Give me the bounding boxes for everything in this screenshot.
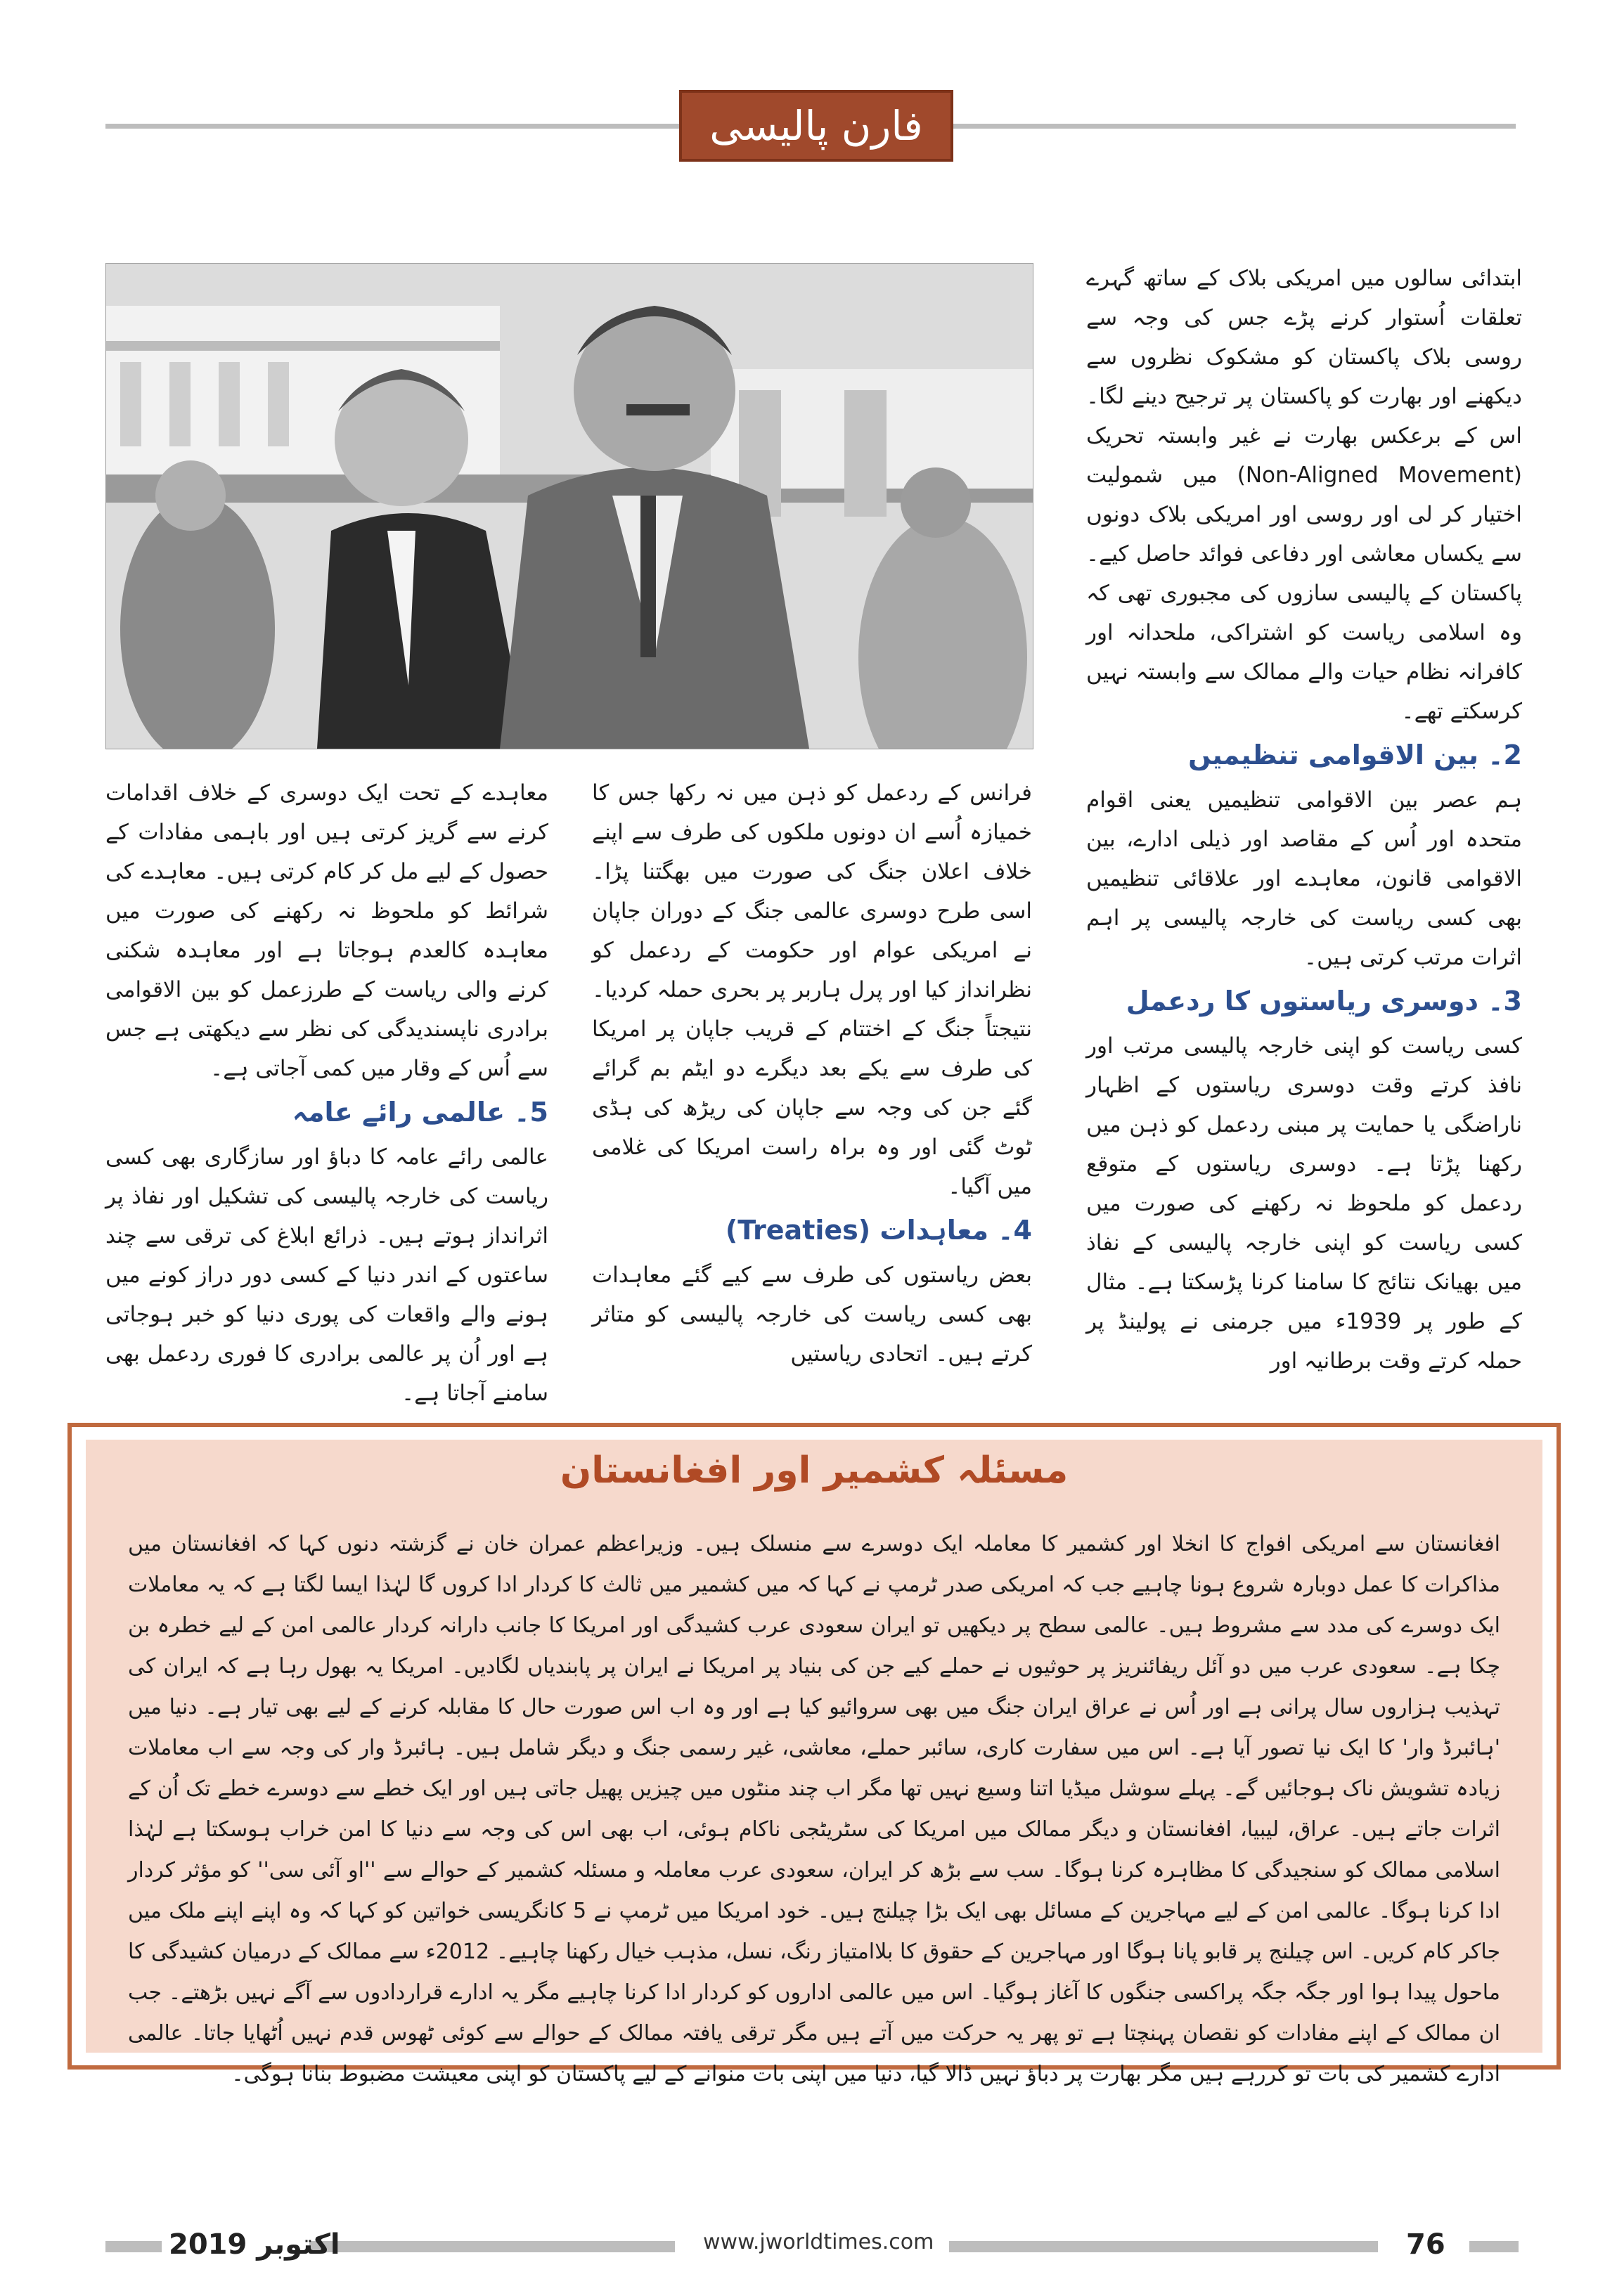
right-intro-paragraph: ابتدائی سالوں میں امریکی بلاک کے ساتھ گہرے تعلقات اُستوار کرنے پڑے جس کی وجہ سے روسی بلاک پاکستان کو مشکوک نظروں سے دیکھنے اور بھارت کو پاکستان پر ترجیح دینے لگا۔ اس کے برعکس بھارت نے غیر وابستہ تحریک (Non-Aligned Movement) میں شمولیت اختیار کر لی اور روسی اور امریکی بلاک دونوں سے یکساں معاشی اور دفاعی فوائد حاصل کیے۔ پاکستان کے پالیسی سازوں کی مجبوری تھی کہ وہ اسلامی ریاست کو اشتراکی، ملحدانہ اور کافرانہ نظام حیات والے ممالک سے وابستہ نہیں کرسکتے تھے۔ <box>1086 266 1523 724</box>
section-title: فارن پالیسی <box>679 90 953 162</box>
footer-bar-edge-left <box>105 2241 162 2252</box>
left-paragraph-2: عالمی رائے عامہ کا دباؤ اور سازگاری بھی کسی ریاست کی خارجہ پالیسی کی تشکیل اور نفاذ پر اثرانداز ہوتے ہیں۔ ذرائع ابلاغ کی ترقی سے چند ساعتوں کے اندر دنیا کے کسی دور دراز کونے میں ہونے والے واقعات کی پوری دنیا کو خبر ہوجاتی ہے اور اُن پر عالمی برادری کا فوری ردعمل بھی سامنے آجاتا ہے۔ <box>105 1144 548 1406</box>
middle-paragraph-2: بعض ریاستوں کی طرف سے کیے گئے معاہدات بھی کسی ریاست کی خارجہ پالیسی کو متاثر کرتے ہیں۔ اتحادی ریاستیں <box>592 1263 1032 1367</box>
header-rule-right <box>953 124 1516 129</box>
heading-treaties: 4۔ معاہدات (Treaties) <box>725 1215 1032 1246</box>
footer-bar-right <box>949 2241 1378 2252</box>
left-paragraph-1: معاہدے کے تحت ایک دوسری کے خلاف اقدامات کرنے سے گریز کرتی ہیں اور باہمی مفادات کے حصول کے لیے مل کر کام کرتی ہیں۔ معاہدے کی شرائط کو ملحوظ نہ رکھنے کی صورت میں معاہدہ کالعدم ہوجاتا ہے اور معاہدہ شکنی کرنے والی ریاست کے طرزعمل کو بین الاقوامی برادری ناپسندیدگی کی نظر سے دیکھتی ہے جس سے اُس کے وقار میں کمی آجاتی ہے۔ <box>105 780 548 1081</box>
heading-international-organizations: 2۔ بین الاقوامی تنظیمیں <box>1188 740 1522 770</box>
heading-world-public-opinion: 5۔ عالمی رائے عامہ <box>292 1097 548 1128</box>
footer-bar-left <box>309 2241 675 2252</box>
kashmir-afghanistan-box <box>67 1423 1561 2086</box>
right-paragraph-2: ہم عصر بین الاقوامی تنظیمیں یعنی اقوام متحدہ اور اُس کے مقاصد اور ذیلی ادارے، بین الاقوامی قانون، معاہدے اور علاقائی تنظیمیں بھی کسی ریاست کی خارجہ پالیسی پر اہم اثرات مرتب کرتی ہیں۔ <box>1086 787 1522 970</box>
heading-other-states-reaction: 3۔ دوسری ریاستوں کا ردعمل <box>1126 986 1522 1016</box>
footer-bar-edge-right <box>1469 2241 1519 2252</box>
middle-paragraph-1: فرانس کے ردعمل کو ذہن میں نہ رکھا جس کا خمیازہ اُسے ان دونوں ملکوں کی طرف سے اپنے خلاف اعلان جنگ کی صورت میں بھگتنا پڑا۔ اسی طرح دوسری عالمی جنگ کے دوران جاپان نے امریکی عوام اور حکومت کے ردعمل کو نظرانداز کیا اور پرل ہاربر پر بحری حملہ کردیا۔ نتیجتاً جنگ کے اختتام کے قریب جاپان پر امریکا کی طرف سے یکے بعد دیگرے دو ایٹم بم گرائے گئے جن کی وجہ سے جاپان کی ریڑھ کی ہڈی ٹوٹ گئی اور وہ براہ راست امریکا کی غلامی میں آگیا۔ <box>592 780 1032 1199</box>
footer-url[interactable]: www.jworldtimes.com <box>703 2230 934 2254</box>
right-column <box>1086 259 1522 1381</box>
footer-date: اکتوبر 2019 <box>169 2228 340 2261</box>
box-background <box>86 1440 1542 2086</box>
photo-illustration <box>106 264 1033 749</box>
right-paragraph-3: کسی ریاست کو اپنی خارجہ پالیسی مرتب اور نافذ کرتے وقت دوسری ریاستوں کے اظہار ناراضگی یا حمایت پر مبنی ردعمل کو ذہن میں رکھنا پڑتا ہے۔ دوسری ریاستوں کے متوقع ردعمل کو ملحوظ نہ رکھنے کی صورت میں کسی ریاست کو اپنی خارجہ پالیسی کے نفاذ میں بھیانک نتائج کا سامنا کرنا پڑسکتا ہے۔ مثال کے طور پر 1939ء میں جرمنی نے پولینڈ پر حملہ کرتے وقت برطانیہ اور <box>1086 1033 1522 1374</box>
box-text: افغانستان سے امریکی افواج کا انخلا اور کشمیر کا معاملہ ایک دوسرے سے منسلک ہیں۔ وزیراعظم عمران خان نے گزشتہ دنوں کہا کہ افغانستان میں مذاکرات کا عمل دوبارہ شروع ہونا چاہیے جب کہ امریکی صدر ٹرمپ نے کہا کہ میں کشمیر میں ثالث کا کردار ادا کروں گا لہٰذا ایسا لگتا ہے کہ یہ معاملات ایک دوسرے کی مدد سے مشروط ہیں۔ عالمی سطح پر دیکھیں تو ایران سعودی عرب کشیدگی اور امریکا کا جانب دارانہ کردار عالمی امن کے لیے خطرہ بن چکا ہے۔ سعودی عرب میں دو آئل ریفائنریز پر حوثیوں نے حملے کیے جن کی بنیاد پر امریکا نے ایران پر پابندیاں لگادیں۔ امریکا یہ بھول رہا ہے کہ ایران کی تہذیب ہزاروں سال پرانی ہے اور اُس نے عراق ایران جنگ میں بھی سروائیو کیا ہے اور وہ اب اس صورت حال کا مقابلہ کرنے کے لیے بھی تیار ہے۔ دنیا میں 'ہائبرڈ وار' کا ایک نیا تصور آیا ہے۔ اس میں سفارت کاری، سائبر حملے، معاشی، غیر رسمی جنگ و دیگر شامل ہیں۔ ہائبرڈ وار کی وجہ سے اب معاملات زیادہ تشویش ناک ہوجائیں گے۔ پہلے سوشل میڈیا اتنا وسیع نہیں تھا مگر اب چند منٹوں میں چیزیں پھیل جاتی ہیں اور ایک خطے سے دوسرے خطے تک اُن کے اثرات جاتے ہیں۔ عراق، لیبیا، افغانستان و دیگر ممالک میں امریکا کی سٹریٹجی ناکام ہوئی، اب بھی اس کی وجہ سے دنیا کا امن خراب ہوسکتا ہے لہٰذا اسلامی ممالک کو سنجیدگی کا مظاہرہ کرنا ہوگا۔ سب سے بڑھ کر ایران، سعودی عرب معاملہ و مسئلہ کشمیر کے حوالے سے ''او آئی سی'' کو مؤثر کردار ادا کرنا ہوگا۔ عالمی امن کے لیے مہاجرین کے مسائل بھی ایک بڑا چیلنج ہیں۔ خود امریکا میں ٹرمپ نے 5 کانگریسی خواتین کو کہا کہ وہ اپنے اپنے ملک میں جاکر کام کریں۔ اس چیلنج پر قابو پانا ہوگا اور مہاجرین کے حقوق کا بلاامتیاز رنگ، نسل، مذہب خیال رکھنا چاہیے۔ 2012ء سے ممالک کے درمیان کشیدگی کا ماحول پیدا ہوا اور جگہ جگہ پراکسی جنگوں کا آغاز ہوگیا۔ اس میں عالمی اداروں کو کردار ادا کرنا چاہیے مگر یہ ادارے قراردادوں سے آگے نہیں بڑھتے۔ جب ان ممالک کے اپنے مفادات کو نقصان پہنچتا ہے تو پھر یہ حرکت میں آتے ہیں مگر ترقی یافتہ ممالک کے حوالے سے کوئی ٹھوس قدم نہیں اُٹھایا جاتا۔ عالمی ادارے کشمیر کی بات تو کررہے ہیں مگر بھارت پر دباؤ نہیں ڈالا گیا، دنیا میں اپنی بات منوانے کے لیے پاکستان کو اپنی معیشت مضبوط بنانا ہوگی۔ <box>128 1532 1501 2086</box>
left-column <box>105 773 548 1413</box>
page-number: 76 <box>1406 2228 1445 2261</box>
historic-photo <box>105 263 1033 749</box>
middle-column <box>592 773 1032 1374</box>
box-title: مسئلہ کشمیر اور افغانستان <box>560 1450 1069 1492</box>
header-rule-left <box>105 124 679 129</box>
